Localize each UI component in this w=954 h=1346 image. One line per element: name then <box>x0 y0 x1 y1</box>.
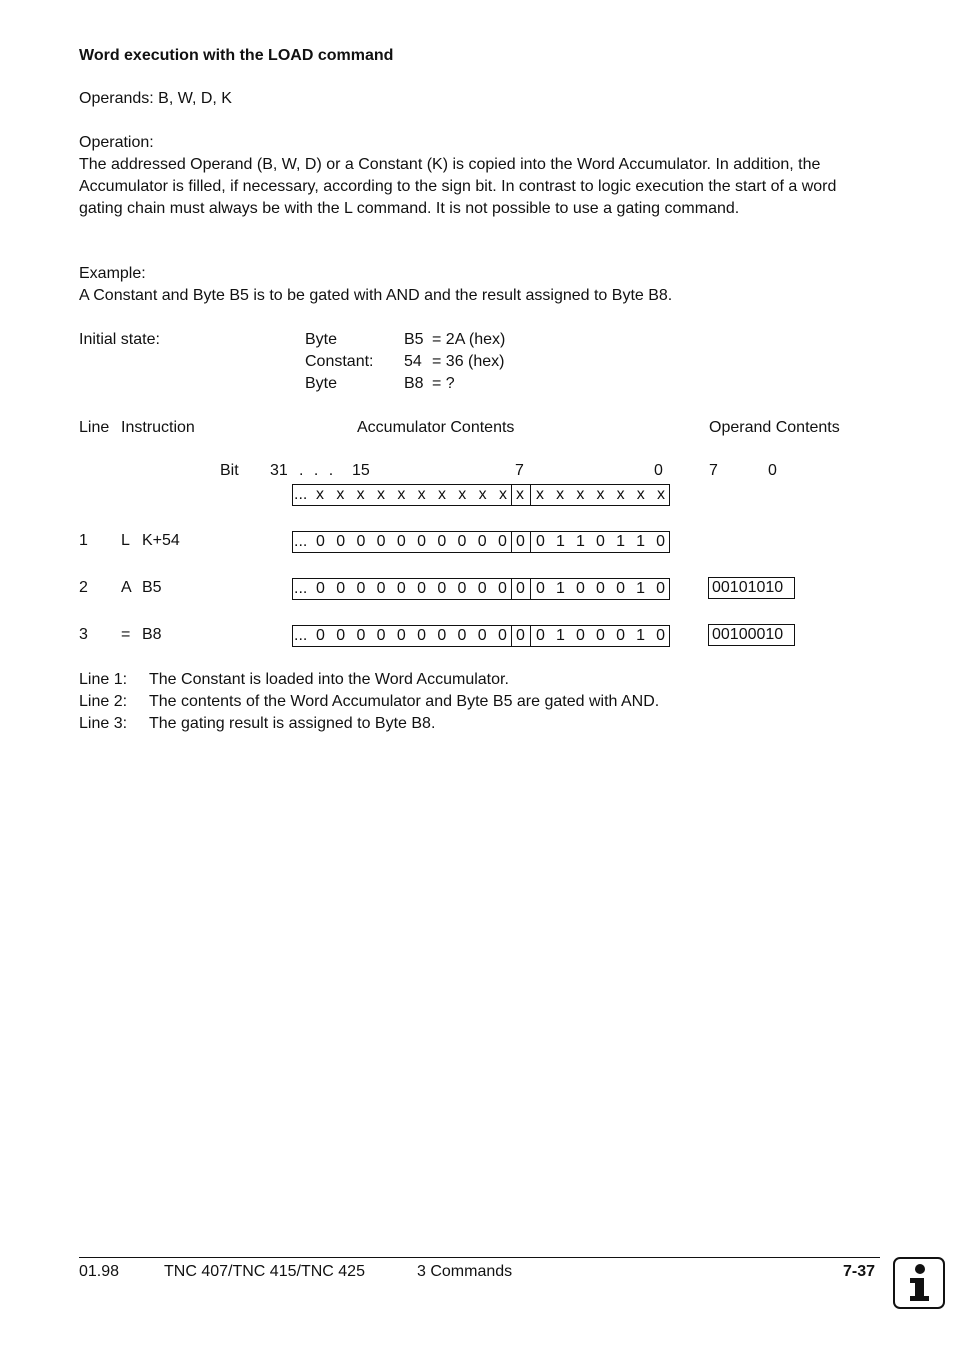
ellipsis: ... <box>294 486 308 503</box>
bit-cell: 0 <box>396 627 406 644</box>
bit-cell: 0 <box>457 533 467 550</box>
initial-value: = ? <box>432 375 455 392</box>
bit-cell: 0 <box>656 627 665 644</box>
row-line-number: 1 <box>79 532 88 549</box>
bit-31-label: 31 <box>270 462 288 479</box>
note-text: The Constant is loaded into the Word Accumulator. <box>149 671 509 688</box>
bit-cell: 0 <box>616 627 625 644</box>
bit-cell: 0 <box>356 533 366 550</box>
note-label: Line 2: <box>79 693 128 710</box>
bit-cell: x <box>596 486 605 503</box>
bit-cell: 0 <box>396 533 406 550</box>
bit-cell: 0 <box>477 580 487 597</box>
footer-date: 01.98 <box>79 1263 120 1280</box>
ellipsis: ... <box>294 533 308 550</box>
operation-label: Operation: <box>79 134 154 151</box>
example-label: Example: <box>79 265 146 282</box>
bit-cell: 1 <box>636 533 645 550</box>
accumulator-row-2 <box>292 578 670 600</box>
row-arg: B5 <box>142 579 162 596</box>
initial-name: B5 <box>404 331 424 348</box>
bit-cell: 0 <box>417 533 426 550</box>
bit-cell: 1 <box>616 533 625 550</box>
bit-cell: 0 <box>497 627 507 644</box>
row-op: A <box>121 579 132 596</box>
bit-cell: 0 <box>576 627 585 644</box>
bit-cell: x <box>478 486 487 503</box>
bit-cell: x <box>458 486 467 503</box>
bit-cell: x <box>616 486 625 503</box>
operand-box-row-3: 00100010 <box>708 624 795 646</box>
bit-cell: 0 <box>477 627 487 644</box>
bit-cell: 0 <box>336 533 346 550</box>
bit-cell: 0 <box>497 580 507 597</box>
bit-cell: x <box>498 486 507 503</box>
example-text: A Constant and Byte B5 is to be gated with AND and the result assigned to Byte B8. <box>79 287 673 304</box>
row-arg: B8 <box>142 626 162 643</box>
bit-cell: x <box>336 486 345 503</box>
bit-0-label: 0 <box>654 462 663 479</box>
bit-cell: 0 <box>457 580 467 597</box>
header-operand: Operand Contents <box>709 419 840 436</box>
bit-cell: x <box>636 486 645 503</box>
initial-value: = 2A (hex) <box>432 331 506 348</box>
accumulator-template-row <box>292 484 670 506</box>
bit-cell: 0 <box>477 533 487 550</box>
low-bits <box>536 531 665 553</box>
bit-cell: 0 <box>576 580 585 597</box>
bit-cell: x <box>656 486 665 503</box>
row-op: = <box>121 626 131 643</box>
operation-paragraph: The addressed Operand (B, W, D) or a Constant (K) is copied into the Word Accumulator. In addition, the Accumulator is filled, if necessary, according to the sign bit. In contrast to logic execution the start of a word gating chain must always be with the L command. It is not possible to use a gating command. <box>79 156 837 217</box>
note-text: The contents of the Word Accumulator and Byte B5 are gated with AND. <box>149 693 660 710</box>
high-bits <box>316 578 507 600</box>
row-op: L <box>121 532 130 549</box>
footer-models: TNC 407/TNC 415/TNC 425 <box>164 1263 365 1280</box>
bit-cell: x <box>417 486 426 503</box>
ellipsis: ... <box>294 627 308 644</box>
bit-cell: 0 <box>356 627 366 644</box>
bit-cell: 0 <box>437 627 447 644</box>
bit-cell: 0 <box>396 580 406 597</box>
bit-cell: 0 <box>596 533 605 550</box>
operand-bit-7-label: 7 <box>709 462 718 479</box>
bit-cell: x <box>316 486 324 503</box>
bit-cell: 0 <box>376 580 386 597</box>
header-line: Line <box>79 419 110 436</box>
bit-cell: 0 <box>497 533 507 550</box>
initial-kind: Byte <box>305 375 338 392</box>
row-line-number: 3 <box>79 626 88 643</box>
header-accumulator: Accumulator Contents <box>357 419 515 436</box>
bit-cell: 1 <box>576 533 585 550</box>
section-heading: Word execution with the LOAD command <box>79 47 394 64</box>
bit-cell: 0 <box>596 580 605 597</box>
bit-cell: x <box>397 486 406 503</box>
initial-name: B8 <box>404 375 424 392</box>
bit-cell: 0 <box>376 627 386 644</box>
initial-state-label: Initial state: <box>79 331 160 348</box>
bit-8: 0 <box>516 533 525 550</box>
bit-8: x <box>516 486 524 503</box>
high-bits <box>316 531 507 553</box>
bit-cell: 0 <box>656 580 665 597</box>
bit-cell: 0 <box>417 580 426 597</box>
bit-cell: 0 <box>336 627 346 644</box>
bit-15-label: 15 <box>352 462 370 479</box>
bit-cell: 0 <box>536 627 545 644</box>
bit-8: 0 <box>516 580 525 597</box>
footer-chapter: 3 Commands <box>417 1263 513 1280</box>
row-line-number: 2 <box>79 579 88 596</box>
bit-cell: x <box>556 486 565 503</box>
header-instruction: Instruction <box>121 419 195 436</box>
footer-rule <box>79 1257 880 1258</box>
bit-cell: 1 <box>556 580 565 597</box>
note-label: Line 1: <box>79 671 128 688</box>
operand-bit-0-label: 0 <box>768 462 777 479</box>
low-bits <box>536 484 665 506</box>
high-bits <box>316 484 507 506</box>
bit-cell: 0 <box>316 627 325 644</box>
row-arg: K+54 <box>142 532 180 549</box>
operand-box-row-2: 00101010 <box>708 577 795 599</box>
note-text: The gating result is assigned to Byte B8. <box>149 715 436 732</box>
bit-cell: x <box>536 486 544 503</box>
initial-kind: Byte <box>305 331 338 348</box>
accumulator-row-1 <box>292 531 670 553</box>
bit-cell: 0 <box>656 533 665 550</box>
initial-name: 54 <box>404 353 422 370</box>
page-number: 7-37 <box>843 1263 876 1280</box>
accumulator-row-3 <box>292 625 670 647</box>
bit-8: 0 <box>516 627 525 644</box>
bit-cell: x <box>356 486 365 503</box>
bit-cell: x <box>376 486 385 503</box>
info-icon <box>893 1257 945 1309</box>
bit-cell: 0 <box>376 533 386 550</box>
initial-value: = 36 (hex) <box>432 353 505 370</box>
bit-label: Bit <box>220 462 239 479</box>
bit-cell: 0 <box>616 580 625 597</box>
bit-cell: 0 <box>437 533 447 550</box>
initial-kind: Constant: <box>305 353 374 370</box>
bit-cell: 0 <box>437 580 447 597</box>
low-bits <box>536 578 665 600</box>
bit-cell: 1 <box>556 627 565 644</box>
bit-cell: 0 <box>536 580 545 597</box>
bit-cell: 0 <box>316 533 325 550</box>
bit-cell: x <box>437 486 446 503</box>
high-bits <box>316 625 507 647</box>
bit-cell: 1 <box>556 533 565 550</box>
bit-cell: 0 <box>336 580 346 597</box>
note-label: Line 3: <box>79 715 128 732</box>
bit-cell: x <box>576 486 585 503</box>
bit-cell: 0 <box>356 580 366 597</box>
low-bits <box>536 625 665 647</box>
ellipsis: ... <box>294 580 308 597</box>
bit-dots: . . . <box>299 462 337 479</box>
bit-cell: 0 <box>536 533 545 550</box>
bit-cell: 1 <box>636 580 645 597</box>
bit-cell: 1 <box>636 627 645 644</box>
bit-cell: 0 <box>417 627 426 644</box>
bit-cell: 0 <box>596 627 605 644</box>
bit-cell: 0 <box>316 580 325 597</box>
operands-line: Operands: B, W, D, K <box>79 90 232 107</box>
bit-cell: 0 <box>457 627 467 644</box>
bit-7-label: 7 <box>515 462 524 479</box>
